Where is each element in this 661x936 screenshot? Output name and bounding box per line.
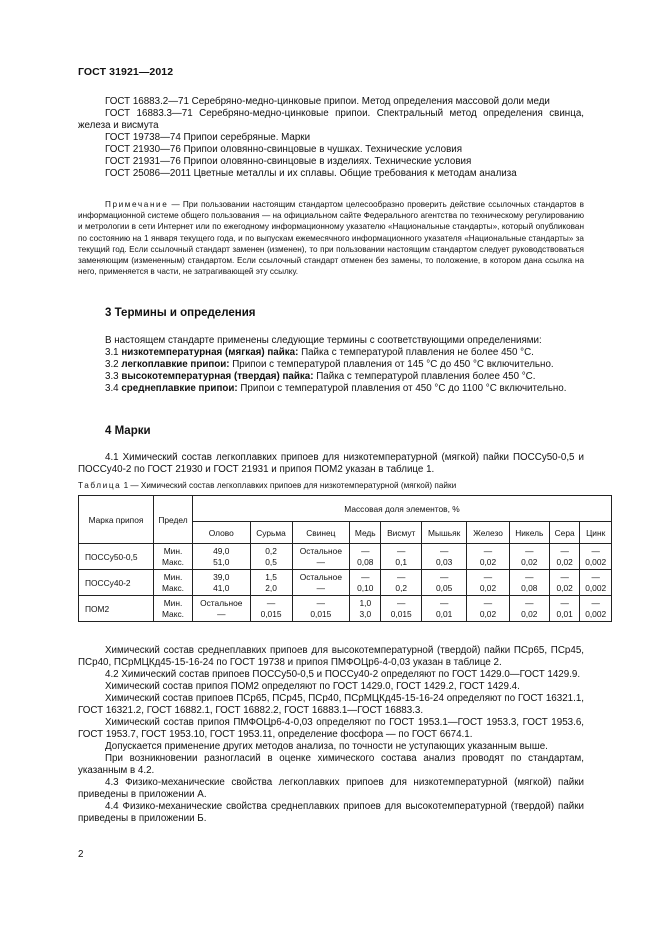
cell-value-line: —	[560, 545, 569, 556]
reference-item: ГОСТ 19738—74 Припои серебряные. Марки	[105, 132, 311, 143]
cell-value-line: 0,02	[556, 556, 573, 567]
paragraph: Химический состав среднеплавких припоев для высокотемпературной (твердой) пайки ПСр65, ПСр45, ПСр40, ПСрМЦКд45-15-16-24 по ГОСТ 19738 и припоя ПМФОЦр6-4-0,03 указан в таблице 2.	[78, 645, 584, 668]
cell-value	[580, 544, 612, 570]
cell-value-line: —	[525, 597, 534, 608]
cell-value-line: —	[591, 545, 600, 556]
cell-value-line: —	[316, 556, 326, 567]
paragraph-4-1: 4.1 Химический состав легкоплавких припоев для низкотемпературной (мягкой) пайки ПОССу50-0,5 и ПОССу40-2 по ГОСТ 21930 и ГОСТ 21931 и припоя ПОМ2 указан в таблице 1.	[78, 452, 584, 475]
cell-value	[509, 544, 549, 570]
term-definition	[78, 383, 584, 395]
cell-value-line: 41,0	[213, 582, 230, 593]
cell-limit-line: Мин.	[163, 597, 183, 608]
term-number: 3.3	[105, 371, 122, 382]
cell-value-line: 0,5	[265, 556, 277, 567]
term-name: среднеплавкие припои:	[121, 383, 238, 394]
cell-limit-line: Макс.	[161, 608, 184, 619]
reference-item: ГОСТ 16883.3—71 Серебряно-медно-цинковые припои. Спектральный метод определения свинца, железа и висмута	[78, 108, 584, 131]
header-element: Свинец	[292, 522, 350, 544]
section-3-intro: В настоящем стандарте применены следующие термины с соответствующими определениями:	[105, 335, 542, 346]
cell-value-line: 0,05	[436, 582, 453, 593]
cell-value-line: —	[397, 571, 406, 582]
cell-value	[350, 570, 381, 596]
cell-value-line: 0,002	[585, 556, 607, 567]
table-row	[79, 596, 612, 622]
cell-value	[381, 596, 422, 622]
cell-limit-line: Мин.	[163, 571, 183, 582]
section-4-intro	[78, 452, 584, 476]
cell-value-line: 0,015	[390, 608, 412, 619]
cell-value-line: —	[266, 597, 276, 608]
cell-value-line: —	[591, 597, 600, 608]
table-row	[79, 570, 612, 596]
reference-item: ГОСТ 16883.2—71 Серебряно-медно-цинковые припои. Метод определения массовой доли меди	[105, 96, 550, 107]
cell-limit-line: Макс.	[161, 556, 184, 567]
cell-brand: ПОССу40-2	[79, 570, 154, 596]
cell-limit-line: Мин.	[163, 545, 183, 556]
cell-value-line: 0,10	[357, 582, 374, 593]
cell-value-line: 1,0	[359, 597, 372, 608]
cell-limit	[154, 544, 193, 570]
cell-value-line: —	[397, 545, 406, 556]
cell-value	[422, 544, 467, 570]
paragraph: Химический состав припоя ПОМ2 определяют по ГОСТ 1429.0, ГОСТ 1429.2, ГОСТ 1429.4.	[105, 681, 520, 692]
table-caption-label: Таблица	[78, 481, 122, 490]
header-element: Железо	[467, 522, 509, 544]
cell-value	[381, 570, 422, 596]
cell-value-line: 0,1	[395, 556, 408, 567]
cell-value-line: —	[397, 597, 406, 608]
cell-value-line: 1,5	[265, 571, 277, 582]
cell-value-line: 2,0	[265, 582, 277, 593]
paragraph-4-3: 4.3 Физико-механические свойства легкоплавких припоев для низкотемпературной (мягкой) пайки приведены в приложении А.	[78, 777, 584, 800]
table-row	[79, 544, 612, 570]
header-element: Висмут	[381, 522, 422, 544]
cell-value	[250, 544, 292, 570]
cell-value-line: 0,2	[395, 582, 408, 593]
cell-value	[381, 544, 422, 570]
term-definition	[78, 347, 584, 359]
table-caption-text: 1 — Химический состав легкоплавких припоев для низкотемпературной (мягкой) пайки	[121, 481, 457, 490]
cell-value-line: Остальное	[299, 545, 342, 556]
paragraph-4-4: 4.4 Физико-механические свойства среднеплавких припоев для высокотемпературной (твердой) пайки приведены в приложении Б.	[78, 801, 584, 824]
term-text: Припои с температурой плавления от 145 °С до 450 °С включительно.	[229, 359, 554, 370]
paragraph: При возникновении разногласий в оценке химического состава анализ проводят по стандартам, указанным в 4.2.	[78, 753, 584, 776]
term-definition	[78, 359, 584, 371]
cell-value	[467, 596, 509, 622]
header-element: Мышьяк	[422, 522, 467, 544]
cell-value-line: —	[525, 571, 534, 582]
cell-value-line: —	[361, 545, 370, 556]
cell-value-line: 0,02	[479, 608, 497, 619]
cell-value-line: 51,0	[213, 556, 230, 567]
cell-value	[292, 596, 350, 622]
composition-table	[78, 495, 612, 622]
cell-value	[193, 570, 251, 596]
section-4-title: 4 Марки	[105, 425, 151, 437]
reference-item: ГОСТ 21930—76 Припои оловянно-свинцовые в чушках. Технические условия	[105, 144, 463, 155]
header-brand: Марка припоя	[79, 496, 154, 544]
header-element: Никель	[509, 522, 549, 544]
term-number: 3.1	[105, 347, 122, 358]
cell-value-line: 0,08	[521, 582, 538, 593]
cell-value-line: —	[316, 582, 326, 593]
term-number: 3.4	[105, 383, 122, 394]
cell-value-line: —	[591, 571, 600, 582]
document-header: ГОСТ 31921—2012	[78, 66, 174, 78]
cell-value	[422, 570, 467, 596]
term-name: высокотемпературная (твердая) пайка:	[121, 371, 314, 382]
cell-value-line: —	[439, 571, 449, 582]
paragraph: Химический состав припоя ПМФОЦр6-4-0,03 определяют по ГОСТ 1953.1—ГОСТ 1953.3, ГОСТ 1953.6, ГОСТ 1953.7, ГОСТ 1953.10, ГОСТ 1953.11, определение фосфора — по ГОСТ 6674.1.	[78, 717, 584, 740]
cell-value-line: 0,015	[310, 608, 332, 619]
header-element: Цинк	[580, 522, 612, 544]
cell-value-line: —	[483, 597, 493, 608]
table-caption	[78, 481, 456, 490]
cell-value-line: 0,02	[521, 556, 538, 567]
cell-value	[193, 596, 251, 622]
cell-value	[467, 570, 509, 596]
term-definition	[78, 371, 584, 383]
cell-value	[549, 570, 579, 596]
note-label: Примечание	[105, 200, 169, 209]
cell-value-line: 39,0	[213, 571, 230, 582]
cell-value	[580, 570, 612, 596]
term-name: легкоплавкие припои:	[121, 359, 230, 370]
reference-item: ГОСТ 21931—76 Припои оловянно-свинцовые в изделиях. Технические условия	[105, 156, 472, 167]
cell-value-line: 3,0	[359, 608, 372, 619]
cell-value-line: —	[316, 597, 326, 608]
cell-value-line: —	[483, 571, 493, 582]
paragraph-4-2: 4.2 Химический состав припоев ПОССу50-0,5 и ПОССу40-2 определяют по ГОСТ 1429.0—ГОСТ 1429.9.	[105, 669, 581, 680]
cell-value-line: 0,002	[585, 608, 607, 619]
header-element: Олово	[193, 522, 251, 544]
cell-value	[193, 544, 251, 570]
cell-value-line: 0,08	[357, 556, 374, 567]
cell-limit	[154, 570, 193, 596]
cell-value-line: 0,02	[521, 608, 538, 619]
cell-value-line: Остальное	[200, 597, 243, 608]
cell-value-line: 0,01	[436, 608, 453, 619]
cell-value-line: —	[439, 545, 449, 556]
cell-limit	[154, 596, 193, 622]
cell-value	[509, 596, 549, 622]
paragraph: Допускается применение других методов анализа, по точности не уступающих указанным выше.	[105, 741, 548, 752]
cell-value	[580, 596, 612, 622]
cell-value-line: —	[361, 571, 370, 582]
cell-value-line: —	[483, 545, 493, 556]
header-element: Медь	[350, 522, 381, 544]
reference-item: ГОСТ 25086—2011 Цветные металлы и их сплавы. Общие требования к методам анализа	[105, 168, 517, 179]
cell-value-line: 49,0	[213, 545, 230, 556]
cell-value-line: 0,02	[556, 582, 573, 593]
section-4-body	[78, 645, 584, 825]
term-number: 3.2	[105, 359, 122, 370]
term-text: Припои с температурой плавления от 450 °С до 1100 °С включительно.	[237, 383, 567, 394]
section-3-title: 3 Термины и определения	[105, 307, 256, 319]
header-element: Сурьма	[250, 522, 292, 544]
cell-value-line: 0,01	[556, 608, 573, 619]
cell-value	[292, 544, 350, 570]
cell-value-line: 0,02	[479, 556, 497, 567]
note-text: — При пользовании настоящим стандартом целесообразно проверить действие ссылочных стандартов в информационной системе общего пользования — на официальном сайте Федерального агентства по техническому регулированию и метрологии в сети Интернет или по ежегодному информационному указателю «Национальные стандарты», который опубликован по состоянию на 1 января текущего года, и по выпускам ежемесячного информационного указателя «Национальные стандарты» за текущий год. Если ссылочный стандарт заменен (изменен), то при пользовании настоящим стандартом следует руководствоваться заменяющим (измененным) стандартом. Если ссылочный стандарт отменен без замены, то положение, в котором дана ссылка на него, применяется в части, не затрагивающей эту ссылку.	[78, 200, 584, 277]
page-number: 2	[78, 849, 84, 860]
note-paragraph	[78, 199, 584, 277]
header-elements-group: Массовая доля элементов, %	[193, 496, 612, 522]
cell-value-line: 0,002	[585, 582, 607, 593]
cell-value-line: 0,015	[260, 608, 282, 619]
cell-value	[467, 544, 509, 570]
cell-value-line: —	[217, 608, 226, 619]
cell-value-line: —	[439, 597, 449, 608]
cell-value	[292, 570, 350, 596]
cell-value	[250, 570, 292, 596]
cell-value	[350, 596, 381, 622]
cell-brand: ПОССу50-0,5	[79, 544, 154, 570]
term-text: Пайка с температурой плавления более 450 °С.	[313, 371, 536, 382]
cell-value	[509, 570, 549, 596]
cell-value	[350, 544, 381, 570]
cell-value-line: —	[525, 545, 534, 556]
cell-brand: ПОМ2	[79, 596, 154, 622]
cell-value	[549, 544, 579, 570]
cell-value	[250, 596, 292, 622]
cell-value-line: —	[560, 571, 569, 582]
cell-value-line: 0,03	[436, 556, 453, 567]
cell-value-line: Остальное	[299, 571, 342, 582]
header-limit: Предел	[154, 496, 193, 544]
note-block	[78, 199, 584, 277]
paragraph: Химический состав припоев ПСр65, ПСр45, ПСр40, ПСрМЦКд45-15-16-24 определяют по ГОСТ 16321.1, ГОСТ 16321.2, ГОСТ 16882.1, ГОСТ 16882.2, ГОСТ 16883.1—ГОСТ 16883.3.	[78, 693, 584, 716]
cell-limit-line: Макс.	[161, 582, 184, 593]
cell-value	[549, 596, 579, 622]
cell-value-line: 0,02	[479, 582, 497, 593]
section-3-body	[78, 335, 584, 395]
header-element: Сера	[549, 522, 579, 544]
cell-value	[422, 596, 467, 622]
table-body	[79, 544, 612, 622]
term-name: низкотемпературная (мягкая) пайка:	[121, 347, 299, 358]
cell-value-line: —	[560, 597, 569, 608]
term-text: Пайка с температурой плавления не более 450 °С.	[298, 347, 534, 358]
references-list	[78, 96, 584, 180]
cell-value-line: 0,2	[265, 545, 277, 556]
